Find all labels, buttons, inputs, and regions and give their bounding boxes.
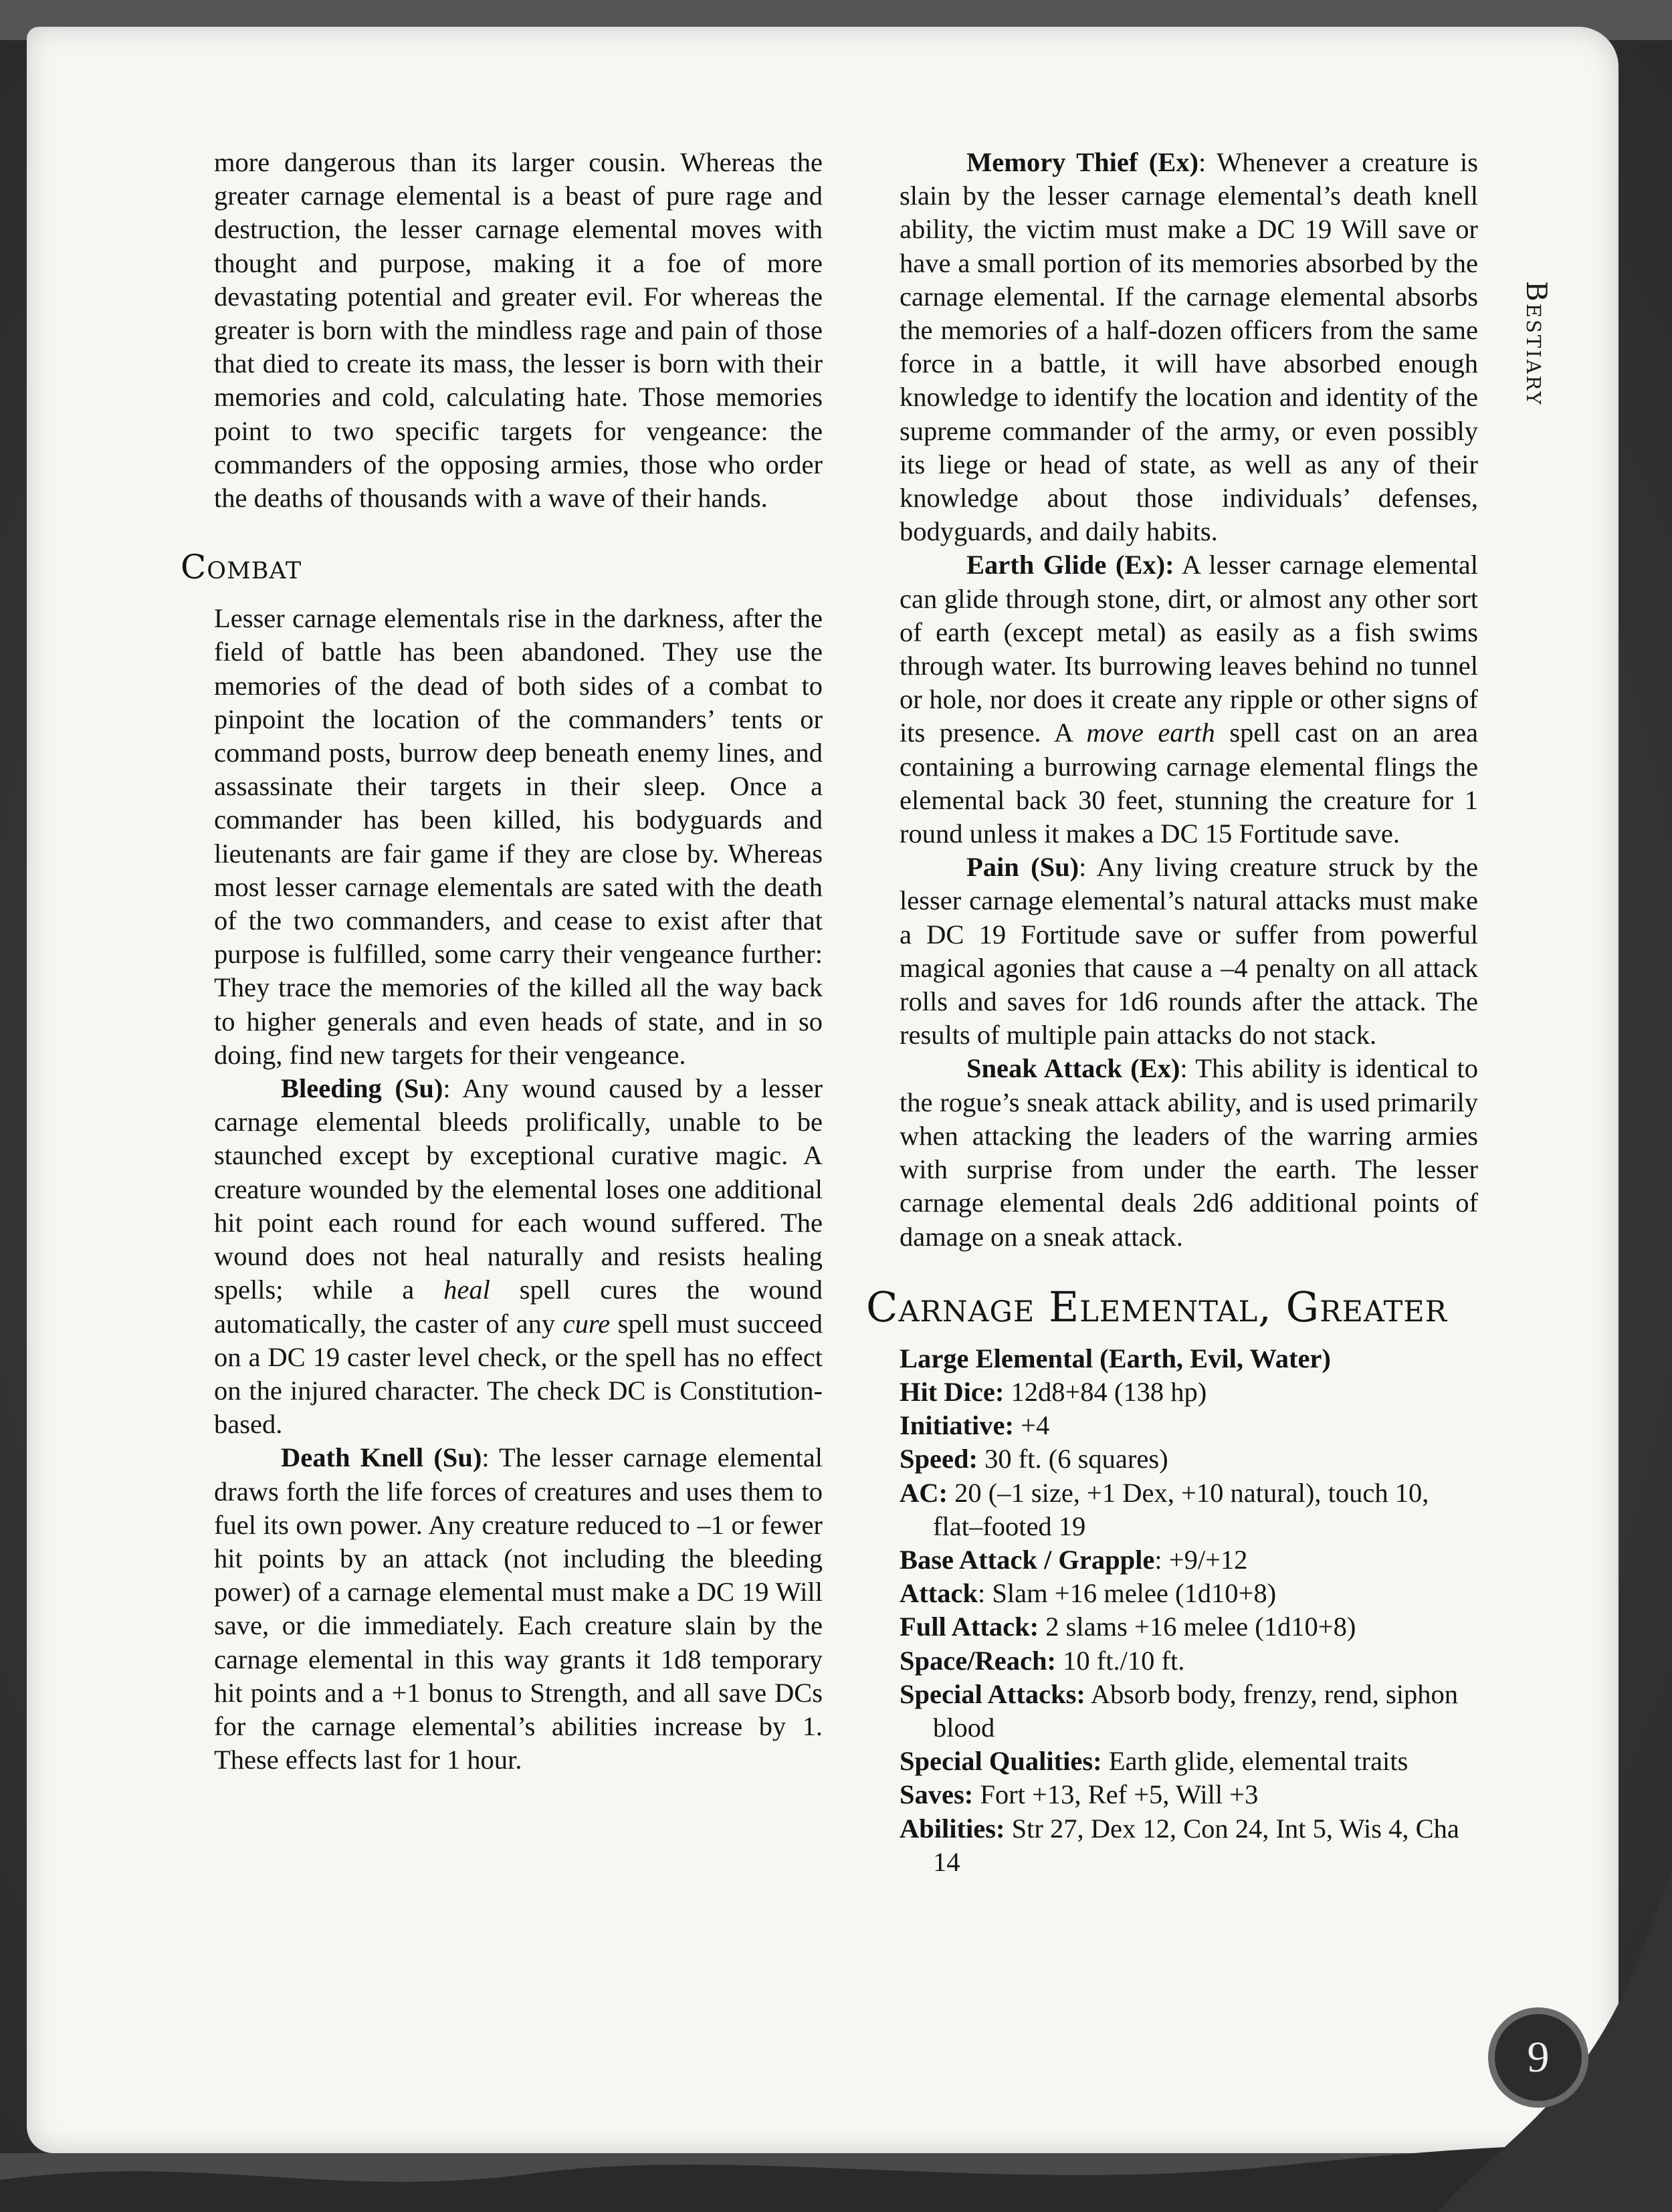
stat-abilities [900, 1812, 1478, 1879]
stat-special-qualities [900, 1745, 1478, 1778]
memory-thief-paragraph [900, 146, 1478, 548]
stat-value: 20 (–1 size, +1 Dex, +10 natural), touch 10, flat–footed 19 [933, 1477, 1429, 1541]
bleeding-paragraph [214, 1072, 823, 1441]
stat-label: Hit Dice: [900, 1376, 1005, 1407]
stat-special-attacks [900, 1678, 1478, 1745]
page-number: 9 [1527, 2033, 1550, 2082]
stat-type [900, 1342, 1478, 1375]
spell-move-earth: move earth [1086, 717, 1215, 748]
spell-heal: heal [443, 1275, 490, 1305]
stat-value: : Slam +16 melee (1d10+8) [977, 1578, 1277, 1609]
stat-value: 10 ft./10 ft. [1055, 1645, 1185, 1676]
pain-paragraph [900, 851, 1478, 1052]
stat-label: Base Attack / Grapple [900, 1544, 1155, 1575]
stat-attack [900, 1577, 1478, 1610]
stat-label: Space/Reach: [900, 1645, 1056, 1676]
earth-glide-text-2: spell cast on an area containing a burrowing carnage elemental flings the elemental back 30 feet, stunning the creature for 1 round unless it makes a DC 15 Fortitude save. [900, 717, 1478, 849]
earth-glide-label: Earth Glide (Ex): [966, 550, 1174, 580]
stat-value: 30 ft. (6 squares) [978, 1444, 1168, 1474]
stat-ac [900, 1476, 1478, 1543]
pain-label: Pain (Su) [966, 852, 1079, 883]
stat-label: Initiative: [900, 1410, 1014, 1441]
stat-value: Str 27, Dex 12, Con 24, Int 5, Wis 4, Cha 14 [933, 1813, 1459, 1877]
stat-hit-dice [900, 1375, 1478, 1409]
stat-value: 2 slams +16 melee (1d10+8) [1039, 1612, 1356, 1642]
stat-label: Special Attacks: [900, 1678, 1085, 1709]
chapter-tab-bestiary: Bestiary [1520, 281, 1553, 407]
memory-thief-text: : Whenever a creature is slain by the lesser carnage elemental’s death knell ability, the victim must make a DC 19 Will save or have a small portion of its memories absorbed by the carnage elemental. If the carnage elemental absorbs the memories of a half-dozen officers from the same force in a battle, it will have absorbed enough knowledge to identify the location and identity of the supreme commander of the army, or even possibly its liege or head of state, as well as any of their knowledge about those individuals’ defenses, bodyguards, and daily habits. [900, 147, 1479, 547]
stat-speed [900, 1442, 1478, 1476]
stat-value: 12d8+84 (138 hp) [1004, 1376, 1207, 1407]
stat-label: AC: [900, 1477, 948, 1508]
page-number-badge [1488, 2007, 1588, 2108]
stat-block [900, 1342, 1478, 1879]
sneak-attack-paragraph [900, 1052, 1478, 1253]
stat-value: +4 [1013, 1410, 1050, 1441]
stat-value: : +9/+12 [1154, 1544, 1248, 1575]
stat-value: Absorb body, frenzy, rend, siphon blood [933, 1678, 1459, 1743]
section-heading-greater: Carnage Elemental, Greater [866, 1282, 1448, 1331]
stat-label: Attack [900, 1578, 978, 1609]
combat-paragraph: Lesser carnage elementals rise in the darkness, after the field of battle has been abandoned. They use the memories of the dead of both sides of a combat to pinpoint the location of the commanders’ tents or command posts, burrow deep beneath enemy lines, and assassinate their targets in their sleep. Once a commander has been killed, his bodyguards and lieutenants are fair game if they are close by. Whereas most lesser carnage elementals are sated with the death of the two commanders, and cease to exist after that purpose is fulfilled, some carry their vengeance further: They trace the memories of the killed all the way back to higher generals and even heads of state, and in so doing, find new targets for their vengeance. [214, 603, 823, 1070]
bleeding-text: : Any wound caused by a lesser carnage elemental bleeds prolifically, unable to be staunched except by exceptional curative magic. A creature wounded by the elemental loses one additional hit point each round for each wound suffered. The wound does not heal naturally and resists healing spells; while a [214, 1073, 823, 1305]
stat-space-reach [900, 1644, 1478, 1678]
earth-glide-text: A lesser carnage elemental can glide through stone, dirt, or almost any other sort of earth (except metal) as easily as a fish swims through water. Its burrowing leaves behind no tunnel or hole, nor does it create any ripple or other signs of its presence. A [900, 550, 1479, 748]
bleeding-label: Bleeding (Su) [281, 1073, 443, 1104]
stat-type-value: Large Elemental (Earth, Evil, Water) [900, 1343, 1331, 1373]
stat-label: Special Qualities: [900, 1746, 1102, 1777]
spell-cure: cure [562, 1308, 611, 1339]
right-column [866, 146, 1479, 1879]
stat-initiative [900, 1409, 1478, 1442]
decorative-swoosh-bottom [0, 2100, 1672, 2212]
death-knell-paragraph [214, 1441, 823, 1777]
left-column [181, 146, 823, 1777]
memory-thief-label: Memory Thief (Ex) [966, 147, 1199, 177]
stat-value: Fort +13, Ref +5, Will +3 [973, 1779, 1259, 1810]
earth-glide-paragraph [900, 548, 1478, 851]
section-heading-combat: Combat [181, 548, 302, 587]
sneak-attack-text: : This ability is identical to the rogue’s sneak attack ability, and is used primarily when attacking the leaders of the warring armies with surprise from under the earth. The lesser carnage elemental deals 2d6 additional points of damage on a sneak attack. [900, 1053, 1478, 1252]
intro-paragraph: more dangerous than its larger cousin. Whereas the greater carnage elemental is a beast of pure rage and destruction, the lesser carnage elemental moves with thought and purpose, making it a foe of more devastating potential and greater evil. For whereas the greater is born with the mindless rage and pain of those that died to create its mass, the lesser is born with their memories and cold, calculating hate. Those memories point to two specific targets for vengeance: the commanders of the opposing armies, those who order the deaths of thousands with a wave of their hands. [214, 147, 823, 514]
stat-label: Saves: [900, 1779, 974, 1810]
stat-label: Abilities: [900, 1813, 1005, 1844]
pain-text: : Any living creature struck by the lesser carnage elemental’s natural attacks must make a DC 19 Fortitude save or suffer from powerful magical agonies that cause a –4 penalty on all attack rolls and saves for 1d6 rounds after the attack. The results of multiple pain attacks do not stack. [900, 852, 1479, 1050]
sneak-attack-label: Sneak Attack (Ex) [966, 1053, 1180, 1084]
stat-label: Full Attack: [900, 1612, 1039, 1642]
stat-base-attack [900, 1543, 1478, 1577]
bleeding-text-2: spell cures the wound automatically, the caster of any [214, 1275, 823, 1339]
death-knell-label: Death Knell (Su) [281, 1442, 482, 1473]
stat-full-attack [900, 1610, 1478, 1644]
stat-value: Earth glide, elemental traits [1102, 1746, 1408, 1777]
stat-saves [900, 1778, 1478, 1811]
bleeding-text-3: spell must succeed on a DC 19 caster level check, or the spell has no effect on the injured character. The check DC is Constitution-based. [214, 1308, 823, 1440]
stat-label: Speed: [900, 1444, 978, 1474]
death-knell-text: : The lesser carnage elemental draws forth the life forces of creatures and uses them to fuel its own power. Any creature reduced to –1 or fewer hit points by an attack (not including the bleeding power) of a carnage elemental must make a DC 19 Will save, or die immediately. Each creature slain by the carnage elemental in this way grants it 1d8 temporary hit points and a +1 bonus to Strength, and all save DCs for the carnage elemental’s abilities increase by 1. These effects last for 1 hour. [214, 1442, 823, 1775]
